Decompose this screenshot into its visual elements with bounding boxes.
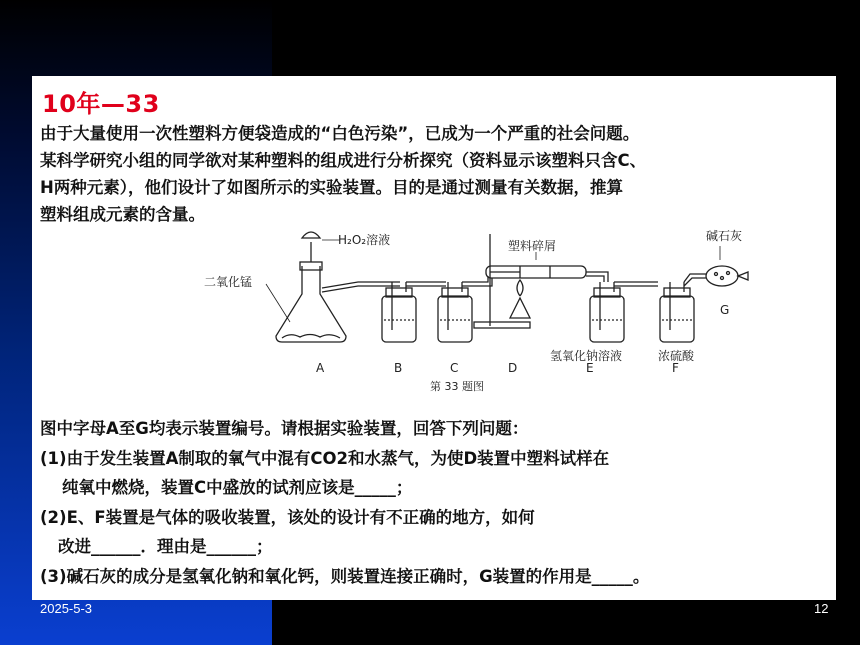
label-naoh: 氢氧化钠溶液 [550,349,623,363]
letter-a: A [316,361,325,375]
letter-d: D [508,361,518,375]
label-h2o2: H₂O₂溶液 [338,233,391,247]
letter-g: G [720,303,730,317]
label-h2so4: 浓硫酸 [658,349,695,363]
page-number: 12 [814,601,829,616]
intro-line-2: 某科学研究小组的同学欲对某种塑料的组成进行分析探究（资料显示该塑料只含C、 [40,151,647,170]
slide-title: 10年—33 [42,90,160,118]
slide-content-panel [32,76,836,600]
question-2-line-1: (2)E、F装置是气体的吸收装置，该处的设计有不正确的地方，如何 [40,507,535,527]
label-mno2: 二氧化锰 [204,275,253,289]
figure-caption: 第 33 题图 [430,380,484,393]
letter-e: E [586,361,594,375]
intro-line-3: H两种元素），他们设计了如图所示的实验装置。目的是通过测量有关数据，推算 [40,178,624,197]
bottle-c [438,296,472,342]
letter-f: F [672,361,679,375]
bottle-f [660,296,694,342]
bottle-b [382,296,416,342]
flask-a [276,266,346,342]
flask-a-stopper [300,262,322,270]
letter-b: B [394,361,403,375]
question-1-line-1: (1)由于发生装置A制取的氧气中混有CO2和水蒸气，为使D装置中塑料试样在 [40,448,610,468]
question-3: (3)碱石灰的成分是氢氧化钠和氧化钙，则装置连接正确时，G装置的作用是_____。 [40,566,650,586]
question-1-line-2: 纯氧中燃烧，装置C中盛放的试剂应该是_____； [62,478,413,497]
label-soda-lime: 碱石灰 [706,229,743,243]
questions-block [40,414,832,591]
question-intro: 图中字母A至G均表示装置编号。请根据实验装置，回答下列问题： [40,419,529,438]
letter-c: C [450,361,459,375]
question-2-line-2: 改进______．理由是______； [58,537,273,556]
footer-date: 2025-5-3 [40,601,93,616]
intro-paragraph [40,120,832,228]
apparatus-figure [190,222,750,394]
bottle-e [590,296,624,342]
intro-line-4: 塑料组成元素的含量。 [40,205,205,224]
label-plastic: 塑料碎屑 [508,239,557,253]
intro-line-1: 由于大量使用一次性塑料方便袋造成的“白色污染”，已成为一个严重的社会问题。 [40,124,640,143]
